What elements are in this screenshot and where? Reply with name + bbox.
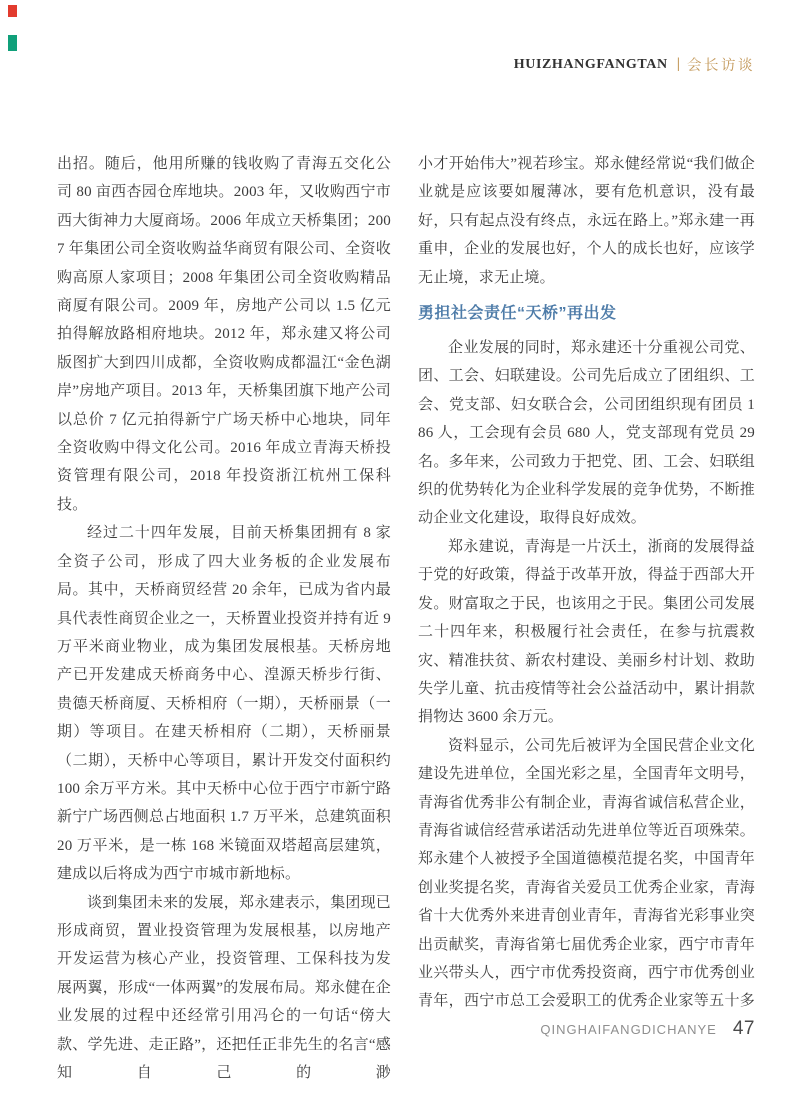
article-columns: [57, 150, 755, 1087]
footer-page-number: 47: [732, 1018, 755, 1039]
body-paragraph: 郑永建说，青海是一片沃土，浙商的发展得益于党的好政策，得益于改革开放，得益于西部大开发。财富取之于民，也该用之于民。集团公司发展二十四年来，积极履行社会责任，在参与抗震救灾、精准扶贫、新农村建设、美丽乡村计划、救助失学儿童、抗击疫情等社会公益活动中，累计捐款捐物达 3600 余万元。: [418, 538, 755, 726]
footer-journal-pinyin: QINGHAIFANGDICHANYE: [540, 1022, 717, 1037]
page-footer: [540, 1018, 755, 1040]
body-paragraph: 谈到集团未来的发展，郑永建表示，集团现已形成商贸，置业投资管理为发展根基，以房地产开发运营为核心产业，投资管理、工保科技为发展两翼，形成“一体两翼”的发展布局。郑永健在企业发展的过程中还经常引用冯仑的一句话“傍大款、学先进、走正路”，还把任正非先生的名言“感知自己的渺: [57, 894, 392, 1081]
registration-mark-red: [8, 5, 17, 17]
registration-mark-green: [8, 35, 17, 51]
section-heading: 勇担社会责任“天桥”再出发: [418, 305, 617, 323]
right-column: [418, 150, 755, 1087]
header-divider: |: [676, 56, 680, 72]
body-paragraph: 出招。随后，他用所赚的钱收购了青海五交化公司 80 亩西杏园仓库地块。2003 年，又收购西宁市西大街神力大厦商场。2006 年成立天桥集团；2007 年集团公司全资收购益华商贸有限公司、全资收购高原人家项目；2008 年集团公司全资收购精品商厦有限公司。2009 年，房地产公司以 1.5 亿元拍得解放路相府地块。2012 年，郑永建又将公司版图扩大到四川成都，全资收购成都温江“金色湖岸”房地产项目。2013 年，天桥集团旗下地产公司以总价 7 亿元拍得新宁广场天桥中心地块，同年全资收购中得文化公司。2016 年成立青海天桥投资管理有限公司，2018 年投资浙江杭州工保科技。: [57, 156, 391, 513]
header-pinyin: HUIZHANGFANGTAN: [513, 56, 668, 72]
body-paragraph: 资料显示，公司先后被评为全国民营企业文化建设先进单位，全国光彩之星，全国青年文明号，青海省优秀非公有制企业，青海省诚信私营企业，青海省诚信经营承诺活动先进单位等近百项殊荣。郑永建个人被授予全国道德模范提名奖，中国青年创业奖提名奖，青海省关爱员工优秀企业家，青海省十大优秀外来进青创业青年，青海省光彩事业突出贡献奖，青海省第七届优秀企业家，西宁市青年业兴带头人，西宁市优秀投资商，西宁市优秀创业青年，西宁市总工会爱职工的优秀企业家等五十多: [418, 737, 755, 1010]
body-paragraph: 企业发展的同时，郑永建还十分重视公司党、团、工会、妇联建设。公司先后成立了团组织、工会、党支部、妇女联合会，公司团组织现有团员 186 人，工会现有会员 680 人，党支部现有党员 29 名。多年来，公司致力于把党、团、工会、妇联组织的优势转化为企业科学发展的竞争优势，不断推动企业文化建设，取得良好成效。: [418, 340, 755, 527]
page-header: [514, 54, 755, 75]
header-section-title: 会长访谈: [687, 58, 755, 74]
left-column: [57, 150, 391, 1087]
body-paragraph: 小才开始伟大”视若珍宝。郑永健经常说“我们做企业就是应该要如履薄冰，要有危机意识，没有最好，只有起点没有终点，永远在路上。”郑永建一再重申，企业的发展也好，个人的成长也好，应该学无止境，求无止境。: [418, 156, 755, 286]
body-paragraph: 经过二十四年发展，目前天桥集团拥有 8 家全资子公司，形成了四大业务板的企业发展布局。其中，天桥商贸经营 20 余年，已成为省内最具代表性商贸企业之一，天桥置业投资并持有近 9 万平米商业物业，成为集团发展根基。天桥房地产已开发建成天桥商务中心、湟源天桥步行街、贵德天桥商厦、天桥相府（一期），天桥丽景（一期）等项目。在建天桥相府（二期），天桥丽景（二期），天桥中心等项目，累计开发交付面积约 100 余万平方米。其中天桥中心位于西宁市新宁路新宁广场西侧总占地面积 1.7 万平米，总建筑面积 20 万平米，是一栋 168 米镜面双塔超高层建筑，建成以后将成为西宁市城市新地标。: [57, 525, 391, 883]
